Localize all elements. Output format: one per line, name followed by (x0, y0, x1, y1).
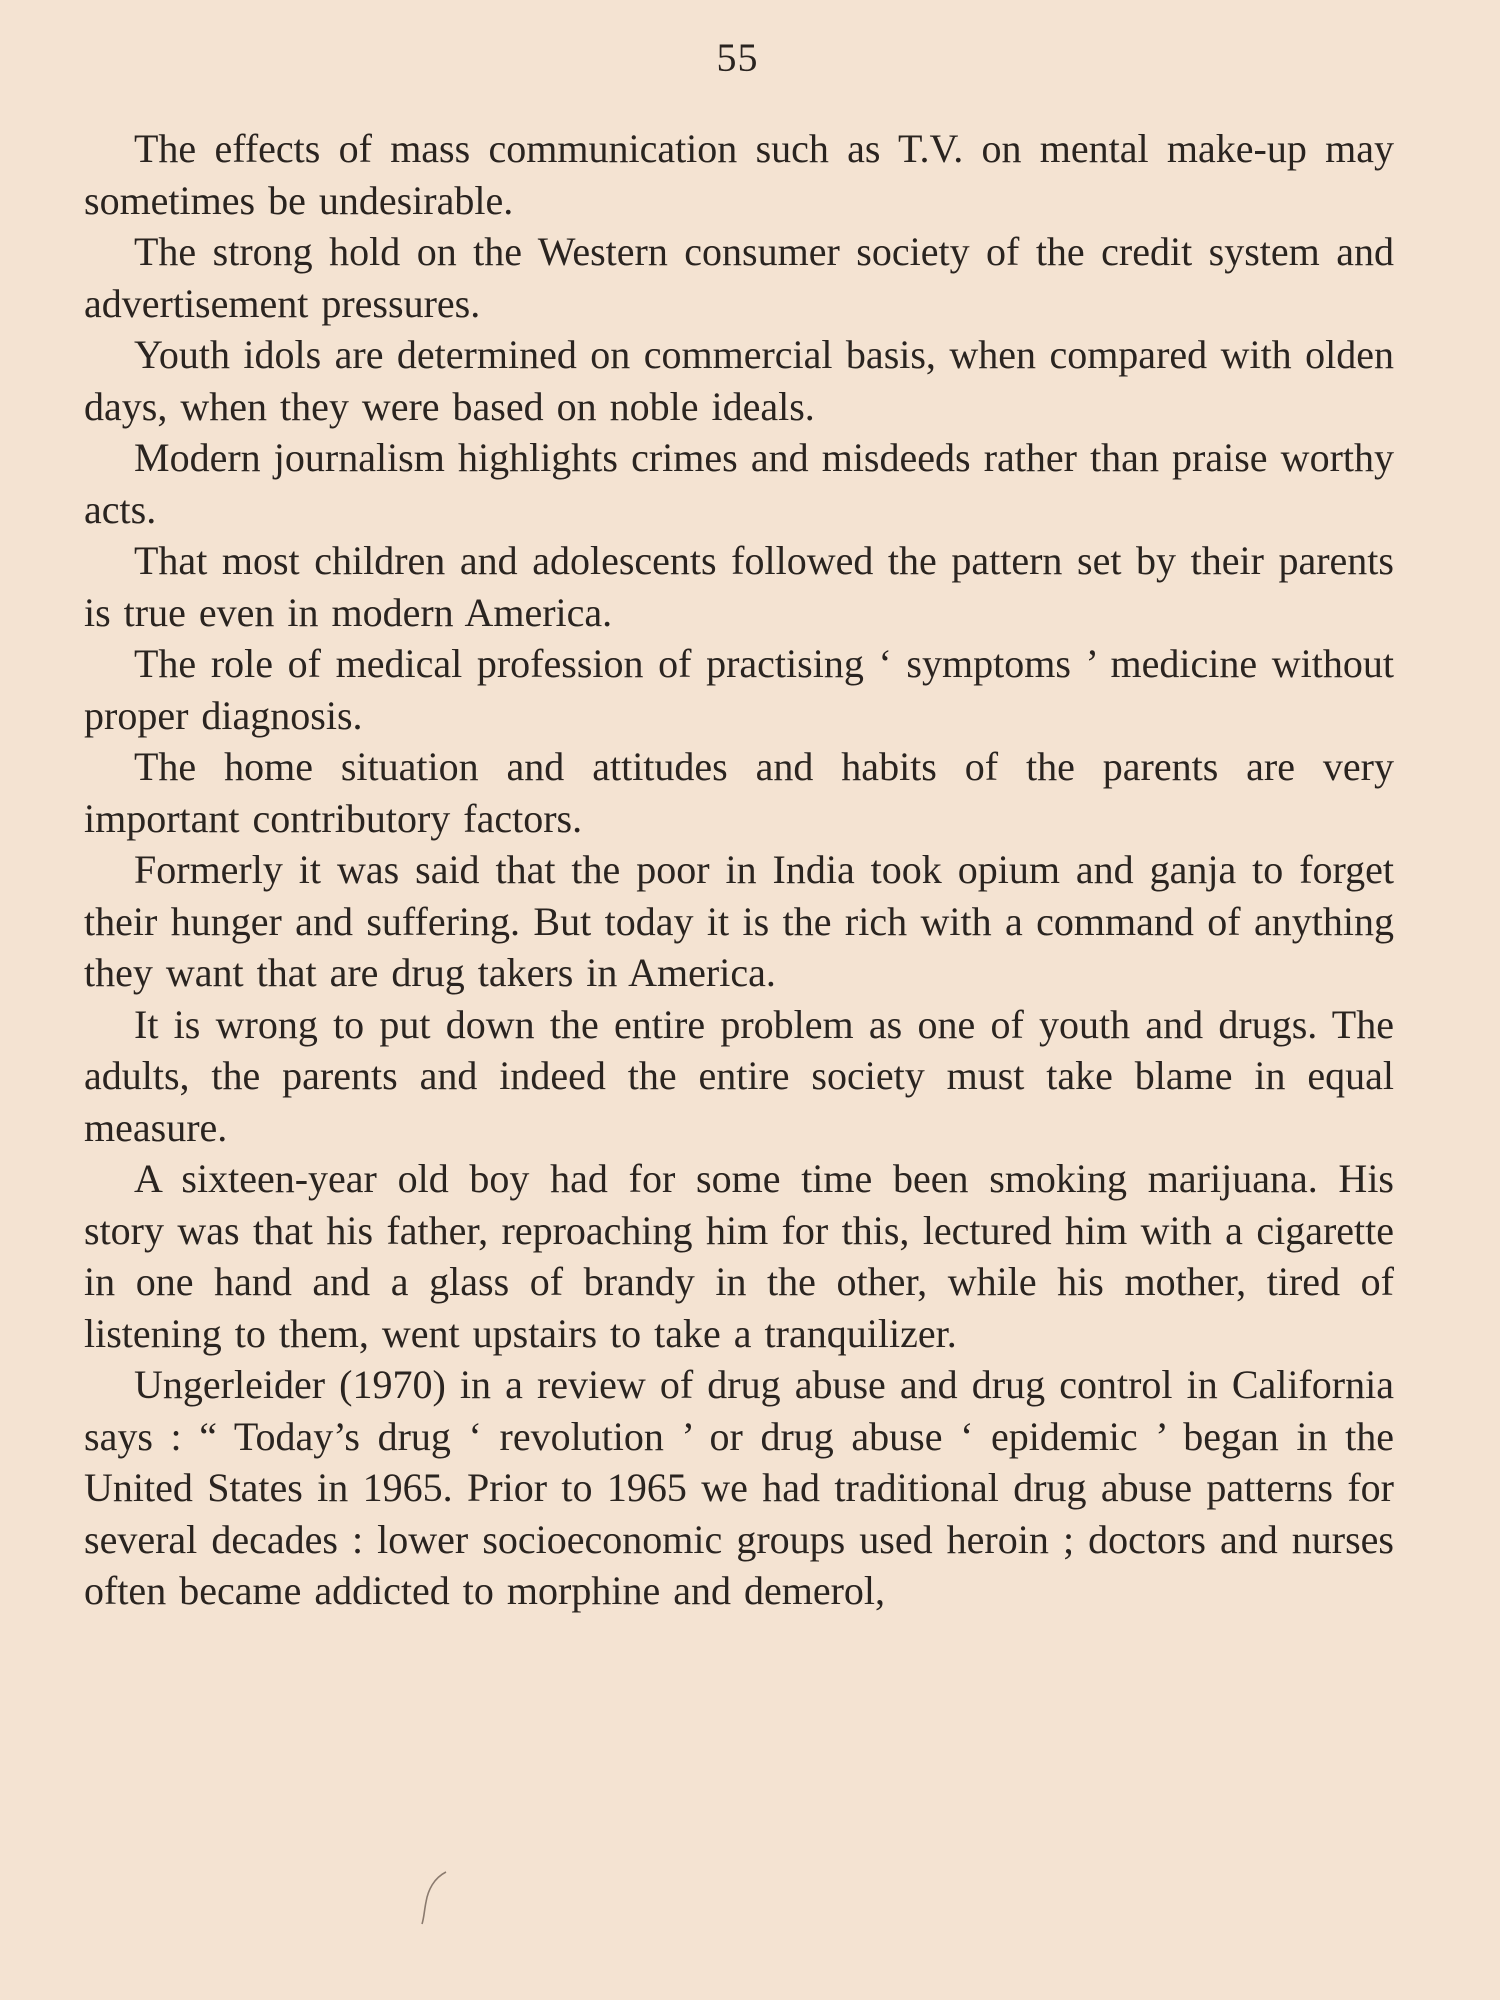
paragraph: Ungerleider (1970) in a review of drug abuse and drug control in California says : “ Today’s drug ‘ revolution ’ or drug abuse ‘ epidemic ’ began in the United States in 1965. Prior to 1965 we had traditional drug abuse patterns for several decades : lower socioeconomic groups used heroin ; doctors and nurses often became addicted to morphine and demerol, (84, 1362, 1394, 1613)
pencil-mark (410, 1868, 450, 1928)
paragraph: The effects of mass communication such as T.V. on mental make-up may sometimes be undesirable. (84, 126, 1394, 223)
paragraph: That most children and adolescents followed the pattern set by their parents is true even in modern America. (84, 538, 1394, 635)
body-text (84, 123, 1394, 1617)
paragraph: A sixteen-year old boy had for some time been smoking marijuana. His story was that his father, reproaching him for this, lectured him with a cigarette in one hand and a glass of brandy in the other, while his mother, tired of listening to them, went upstairs to take a tranquilizer. (84, 1156, 1394, 1356)
paragraph: It is wrong to put down the entire problem as one of youth and drugs. The adults, the parents and indeed the entire society must take blame in equal measure. (84, 1001, 1394, 1150)
paragraph: The strong hold on the Western consumer society of the credit system and advertisement pressures. (84, 229, 1394, 326)
paragraph: The role of medical profession of practising ‘ symptoms ’ medicine without proper diagnosis. (84, 641, 1394, 738)
paragraph: The home situation and attitudes and habits of the parents are very important contributory factors. (84, 744, 1394, 841)
paragraph: Youth idols are determined on commercial basis, when compared with olden days, when they were based on noble ideals. (84, 332, 1394, 429)
page-number: 55 (716, 35, 759, 80)
paragraph: Modern journalism highlights crimes and misdeeds rather than praise worthy acts. (84, 435, 1394, 532)
paragraph: Formerly it was said that the poor in India took opium and ganja to forget their hunger and suffering. But today it is the rich with a command of anything they want that are drug takers in America. (84, 847, 1394, 995)
